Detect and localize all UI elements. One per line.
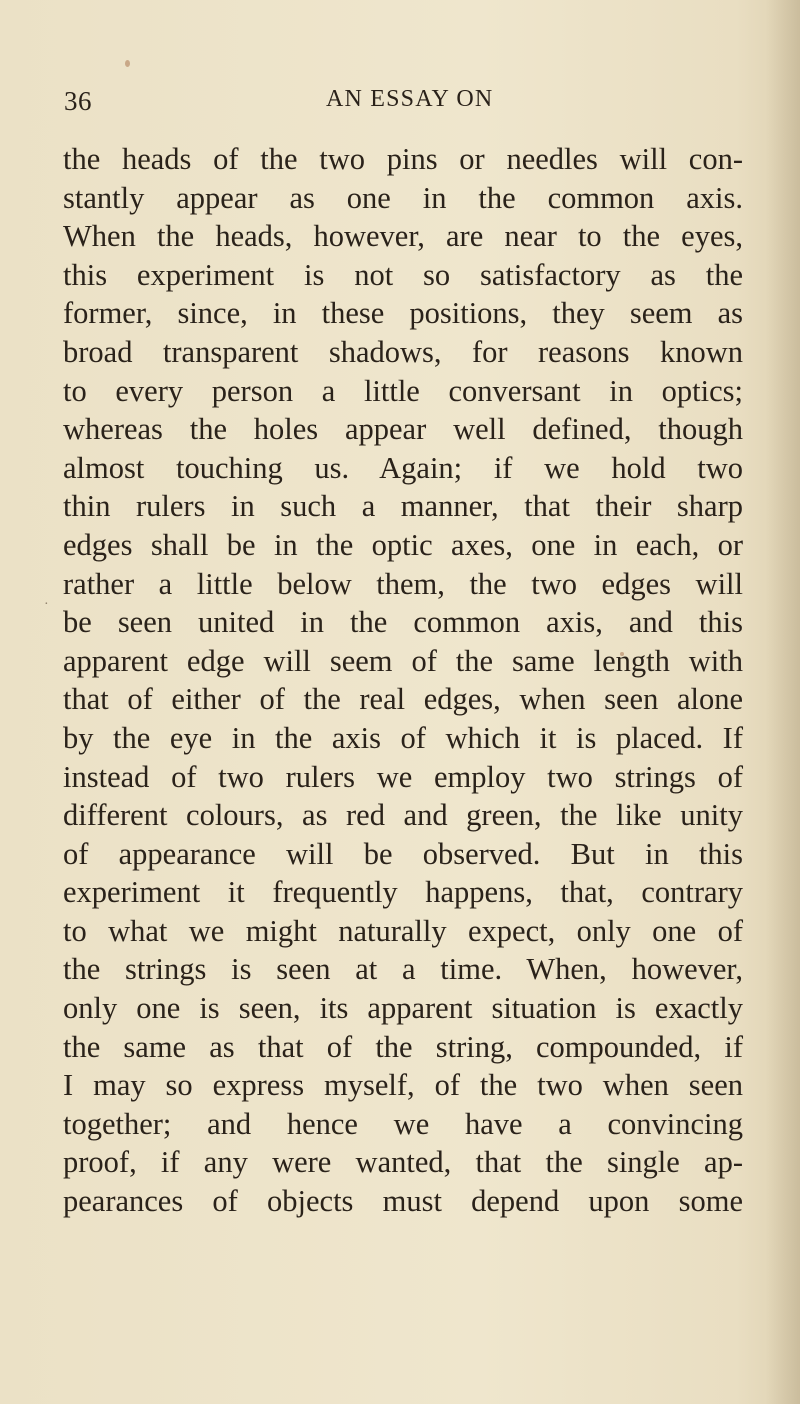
text-line: of appearance will be observed. But in this: [63, 836, 743, 871]
text-line: When the heads, however, are near to the eyes,: [63, 219, 743, 254]
text-line: whereas the holes appear well defined, though: [63, 412, 743, 447]
text-line: to what we might naturally expect, only one of: [63, 913, 743, 948]
text-line: broad transparent shadows, for reasons known: [63, 334, 743, 369]
text-line: experiment it frequently happens, that, contrary: [63, 875, 743, 910]
text-line: the strings is seen at a time. When, however,: [63, 952, 743, 987]
text-line: this experiment is not so satisfactory as the: [63, 257, 743, 292]
text-line: pearances of objects must depend upon some: [63, 1184, 743, 1219]
text-line: together; and hence we have a convincing: [63, 1106, 743, 1141]
text-line: only one is seen, its apparent situation is exactly: [63, 991, 743, 1026]
running-title: AN ESSAY ON: [326, 86, 494, 112]
text-line: apparent edge will seem of the same length with: [63, 643, 743, 678]
text-line: that of either of the real edges, when seen alone: [63, 682, 743, 717]
text-line: edges shall be in the optic axes, one in each, or: [63, 527, 743, 562]
text-line: proof, if any were wanted, that the single ap-: [63, 1145, 743, 1180]
page-edge-shadow: [766, 0, 800, 1404]
text-line: stantly appear as one in the common axis.: [63, 180, 743, 215]
text-line: instead of two rulers we employ two strings of: [63, 759, 743, 794]
ink-speck: [125, 60, 130, 67]
text-line: rather a little below them, the two edges will: [63, 566, 743, 601]
margin-mark: ·: [44, 597, 49, 612]
text-line: to every person a little conversant in optics;: [63, 373, 743, 408]
page-number: 36: [64, 86, 92, 116]
text-line: almost touching us. Again; if we hold two: [63, 450, 743, 485]
text-line: I may so express myself, of the two when seen: [63, 1068, 743, 1103]
text-line: by the eye in the axis of which it is placed. If: [63, 720, 743, 755]
text-line: different colours, as red and green, the like unity: [63, 798, 743, 833]
text-line: thin rulers in such a manner, that their sharp: [63, 489, 743, 524]
text-line: the heads of the two pins or needles will con-: [63, 142, 743, 176]
body-text: [63, 140, 743, 1221]
text-line: be seen united in the common axis, and this: [63, 605, 743, 640]
text-line: former, since, in these positions, they seem as: [63, 296, 743, 331]
text-line: the same as that of the string, compounded, if: [63, 1029, 743, 1064]
running-header: [0, 86, 800, 126]
